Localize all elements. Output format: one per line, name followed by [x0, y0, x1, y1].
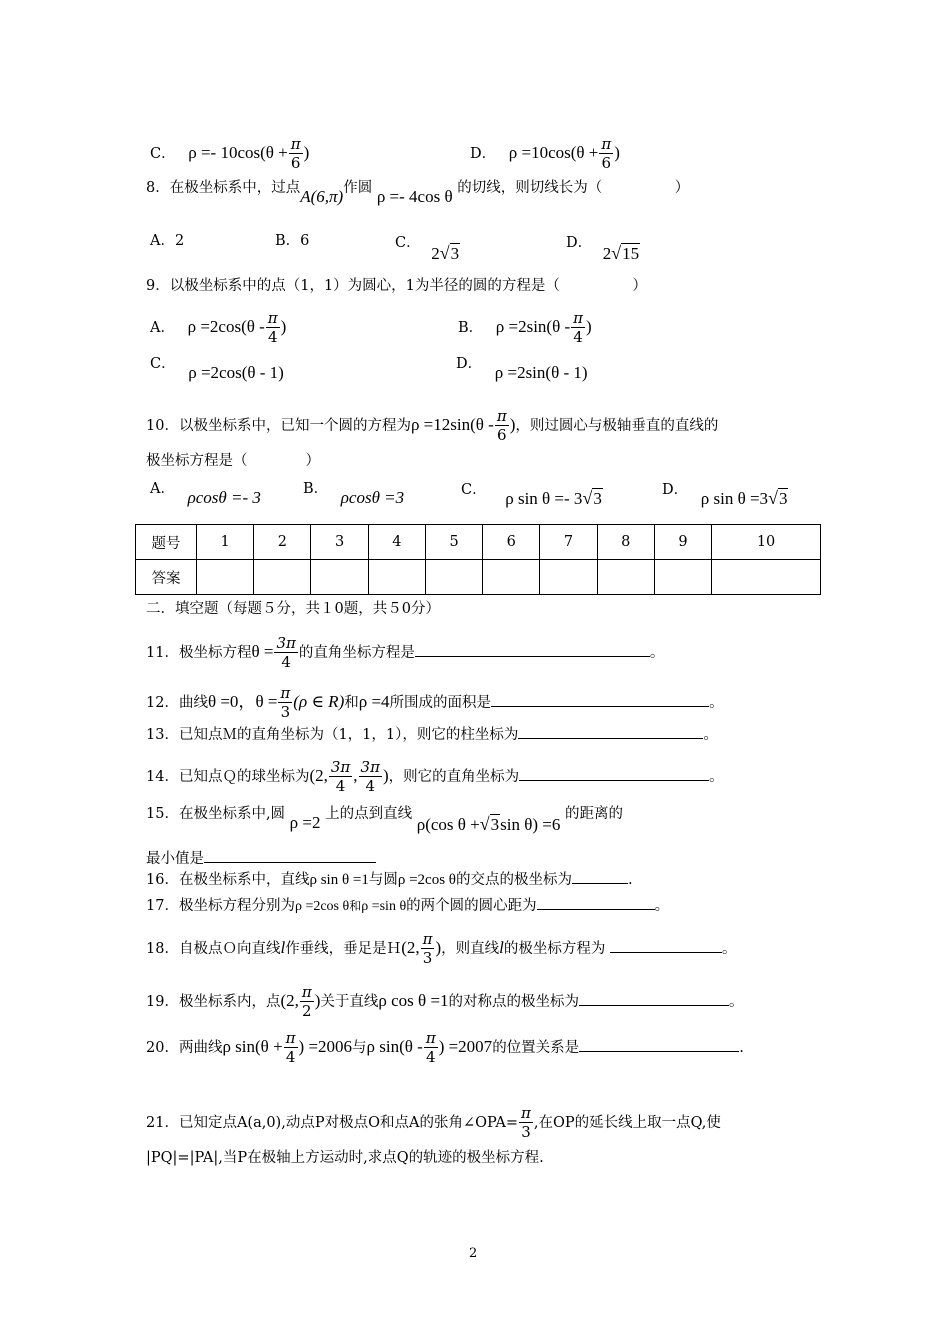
question-14 — [146, 760, 724, 794]
q12-mid: 和 — [344, 695, 359, 711]
math-expr: ρ =2cos θ — [294, 899, 350, 914]
numerator: π — [280, 684, 291, 702]
table-number-cell: 7 — [540, 525, 597, 560]
math-text: sin θ) =6 — [500, 815, 561, 834]
q20-suffix: 的位置关系是 — [492, 1040, 580, 1056]
page-number: 2 — [469, 1246, 478, 1261]
table-number-cell: 9 — [654, 525, 711, 560]
math-close: ) — [303, 143, 310, 162]
math-expr: ρ sin θ =3√3 — [700, 488, 788, 508]
denominator: 4 — [425, 1048, 436, 1066]
fraction — [289, 137, 303, 171]
option-label: B． — [458, 320, 484, 336]
q8-option-a — [150, 230, 184, 252]
q8-mid: 作圆 — [343, 180, 373, 196]
q9-option-c — [150, 352, 284, 382]
denominator: 4 — [267, 328, 278, 346]
answer-cell[interactable] — [597, 560, 654, 595]
question-10 — [146, 409, 718, 443]
q19-mid: 关于直线 — [320, 994, 379, 1010]
coefficient: 2 — [602, 244, 612, 263]
q16-suffix: 的交点的极坐标为 — [455, 872, 572, 888]
fraction — [359, 760, 382, 794]
radicand: 3 — [490, 815, 500, 834]
radicand: 3 — [450, 244, 460, 263]
math-expr: ρ =10cos(θ + — [508, 143, 599, 162]
question-21 — [146, 1106, 721, 1140]
option-label: D． — [662, 482, 689, 498]
option-label: C． — [150, 146, 176, 162]
denominator: 4 — [335, 777, 346, 795]
denominator: 4 — [281, 653, 291, 671]
table-number-cell: 2 — [254, 525, 311, 560]
q20-mid: 与 — [352, 1040, 367, 1056]
math-expr: (ρ ∈ R) — [293, 692, 345, 711]
denominator: 4 — [365, 777, 375, 795]
option-label: C． — [395, 235, 421, 251]
question-12 — [146, 686, 724, 720]
math-expr: ρ =12sin(θ - — [410, 415, 494, 434]
q9-option-a — [150, 311, 286, 345]
q21-suffix: ,在OP的延长线上取一点Q,使 — [533, 1115, 721, 1131]
q13-text: 13．已知点Ｍ的直角坐标为（1，1，1），则它的柱坐标为 — [146, 727, 519, 743]
answer-blank[interactable] — [572, 869, 628, 884]
q12-suffix: 所围成的面积是 — [389, 695, 492, 711]
q9-option-b — [458, 311, 592, 345]
end-punct: 。 — [721, 941, 737, 957]
denominator: 4 — [285, 1048, 296, 1066]
numerator: 3π — [330, 758, 351, 776]
numerator: π — [301, 983, 312, 1001]
q17-prefix: 17．极坐标方程分别为 — [146, 898, 295, 914]
numerator: 3π — [360, 758, 380, 776]
math-expr: ρ sin(θ - — [366, 1037, 423, 1056]
math-expr: ρcosθ =3 — [340, 488, 405, 507]
math-expr: ρ =2cos(θ - — [187, 317, 265, 336]
answer-blank[interactable] — [579, 1037, 739, 1052]
math-open: (2, — [401, 938, 420, 957]
fraction — [284, 1031, 298, 1065]
end-punct: 。 — [709, 769, 724, 785]
fraction — [278, 686, 292, 720]
q15-prefix: 15．在极坐标系中,圆 — [146, 806, 286, 822]
q11-suffix: 的直角坐标方程是 — [298, 645, 415, 661]
denominator: 3 — [422, 949, 433, 967]
fraction — [424, 1031, 438, 1065]
math-close: ) — [614, 143, 620, 162]
answer-cell[interactable] — [425, 560, 482, 595]
denominator: 6 — [601, 154, 612, 172]
table-number-cell: 10 — [712, 525, 821, 560]
q15-mid: 上的点到直线 — [325, 806, 413, 822]
q7-option-d — [470, 137, 620, 171]
q12-prefix: 12．曲线 — [146, 695, 208, 711]
q15-suffix: 的距离的 — [565, 806, 623, 822]
question-16 — [146, 869, 633, 891]
q10-line2: 极坐标方程是（ ） — [146, 453, 320, 469]
math-expr: ρ sin θ =1 — [309, 872, 369, 888]
denominator: 2 — [302, 1002, 312, 1020]
q21-prefix: 21．已知定点A(a,0),动点P对极点O和点A的张角∠OPA= — [146, 1115, 519, 1131]
radicand: 3 — [778, 489, 788, 508]
table-row-label: 答案 — [136, 560, 197, 595]
q18-mid: 作垂线，垂足是Ｈ — [285, 941, 402, 957]
q14-prefix: 14．已知点Ｑ的球坐标为 — [146, 769, 310, 785]
answer-cell[interactable] — [254, 560, 311, 595]
option-label: A． — [150, 320, 175, 336]
question-19 — [146, 985, 744, 1019]
q10-option-c — [461, 477, 603, 508]
math-expr: θ = — [251, 642, 274, 661]
math-close: ) — [382, 766, 389, 785]
q8-point: A(6,π) — [300, 187, 344, 206]
answer-blank[interactable] — [415, 642, 650, 657]
answer-cell[interactable] — [712, 560, 821, 595]
question-9: 9．以极坐标系中的点（1，1）为圆心，1为半径的圆的方程是（ ） — [146, 278, 647, 294]
question-11 — [146, 636, 664, 670]
math-expr: ρ =2cos θ — [397, 872, 456, 888]
q11-prefix: 11．极坐标方程 — [146, 645, 252, 661]
q10-suffix: ，则过圆心与极轴垂直的直线的 — [515, 418, 719, 434]
answer-cell[interactable] — [540, 560, 597, 595]
math-expr: ρ =4 — [358, 692, 390, 711]
fraction — [495, 409, 509, 443]
answer-cell[interactable] — [368, 560, 425, 595]
math-expr: ρ =sin θ — [361, 899, 407, 914]
q19-suffix: 的对称点的极坐标为 — [448, 994, 580, 1010]
q17-suffix: 的两个圆的圆心距为 — [406, 898, 537, 914]
math-comma: , — [353, 766, 358, 785]
fraction — [571, 311, 585, 345]
section-2-title: 二．填空题（每题５分，共１0题，共５0分） — [146, 601, 440, 617]
answer-cell[interactable] — [654, 560, 711, 595]
coefficient: 2 — [431, 244, 440, 263]
numerator: π — [285, 1029, 296, 1047]
math-text: ρ(cos θ + — [416, 815, 480, 834]
answer-blank[interactable] — [204, 848, 376, 863]
math-var: l — [499, 938, 504, 957]
option-label: B．6 — [275, 233, 310, 249]
math-close: ) — [280, 317, 287, 336]
numerator: π — [290, 135, 301, 153]
fraction — [266, 311, 280, 345]
answer-table — [135, 524, 821, 595]
math-expr: ) =2007 — [438, 1037, 493, 1056]
math-open: (2, — [280, 991, 299, 1010]
math-open: (2, — [309, 766, 328, 785]
sqrt-expr: 2√3 — [431, 243, 460, 263]
answer-blank[interactable] — [610, 938, 722, 953]
q10-option-a — [150, 477, 261, 507]
answer-blank[interactable] — [579, 991, 729, 1006]
numerator: π — [267, 309, 278, 327]
q8-suffix: 的切线，则切线长为（ ） — [457, 180, 690, 196]
numerator: 3π — [276, 634, 296, 652]
numerator: π — [521, 1104, 531, 1122]
question-20 — [146, 1031, 744, 1065]
q18-prefix: 18．自极点Ｏ向直线 — [146, 941, 281, 957]
q9-option-d — [456, 352, 588, 382]
math-close: ) — [435, 938, 442, 957]
math-expr: ρ sin θ =- 3√3 — [505, 488, 602, 508]
q7-option-c — [150, 137, 309, 171]
question-15 — [146, 801, 623, 834]
answer-blank[interactable] — [537, 895, 655, 910]
answer-table-answer-row — [136, 560, 821, 595]
end-punct: 。 — [654, 898, 670, 914]
denominator: 6 — [290, 154, 301, 172]
math-expr: ρ =- 10cos(θ + — [188, 143, 288, 162]
math-text: ρ sin θ =3 — [700, 489, 769, 508]
math-expr: ρ =2cos(θ - 1) — [188, 363, 284, 382]
answer-blank[interactable] — [518, 724, 703, 739]
question-13 — [146, 724, 718, 746]
fraction — [519, 1106, 533, 1140]
denominator: 3 — [280, 703, 291, 721]
denominator: 4 — [573, 328, 583, 346]
q8-option-c — [395, 230, 460, 263]
q21-line2: |PQ|=|PA|,当P在极轴上方运动时,求点Q的轨迹的极坐标方程. — [146, 1150, 544, 1166]
q8-circle: ρ =- 4cos θ — [376, 187, 453, 206]
option-label: A．2 — [150, 233, 185, 249]
numerator: π — [601, 135, 612, 153]
radicand: 15 — [622, 244, 640, 263]
denominator: 3 — [521, 1123, 531, 1141]
numerator: π — [573, 309, 583, 327]
option-label: A． — [150, 481, 175, 497]
end-punct: . — [627, 872, 633, 888]
option-label: D． — [470, 146, 497, 162]
table-number-cell: 5 — [425, 525, 482, 560]
question-17 — [146, 895, 669, 918]
math-expr: ρ(cos θ +√3sin θ) =6 — [416, 814, 561, 834]
q20-prefix: 20．两曲线 — [146, 1040, 223, 1056]
fraction — [329, 760, 352, 794]
math-close: ) — [509, 415, 516, 434]
fraction — [421, 932, 435, 966]
option-label: C． — [461, 482, 487, 498]
numerator: π — [422, 930, 433, 948]
table-header-cell: 题号 — [136, 525, 197, 560]
numerator: π — [496, 407, 507, 425]
end-punct: 。 — [703, 727, 718, 743]
q8-option-b — [275, 230, 309, 252]
answer-table-header-row — [136, 525, 821, 560]
q10-option-d — [662, 477, 788, 508]
option-label: B． — [303, 481, 329, 497]
end-punct: . — [739, 1040, 744, 1056]
math-close: ) — [586, 317, 592, 336]
q8-option-d — [566, 230, 640, 263]
q15-line2 — [146, 848, 376, 870]
answer-cell[interactable] — [197, 560, 254, 595]
math-text: ρ sin θ =- 3 — [505, 489, 583, 508]
end-punct: 。 — [729, 994, 744, 1010]
math-expr: θ = — [255, 692, 278, 711]
q10-option-b — [303, 477, 405, 507]
q14-suffix: ，则它的直角坐标为 — [388, 769, 520, 785]
q17-mid: 和 — [349, 899, 362, 913]
q10-prefix: 10．以极坐标系中，已知一个圆的方程为 — [146, 418, 411, 434]
math-expr: ρ cos θ =1 — [378, 991, 449, 1010]
answer-cell[interactable] — [483, 560, 540, 595]
math-expr: ) =2006 — [298, 1037, 353, 1056]
math-expr: ρ =2 — [289, 813, 321, 832]
sqrt-expr: 2√15 — [602, 243, 640, 263]
question-8 — [146, 176, 690, 206]
radicand: 3 — [593, 489, 602, 508]
math-expr: ρ =2sin(θ - — [495, 317, 571, 336]
q8-prefix: 8．在极坐标系中，过点 — [146, 180, 301, 196]
table-number-cell: 4 — [368, 525, 425, 560]
question-18 — [146, 932, 736, 966]
q18-suffix: 的极坐标方程为 — [503, 941, 606, 957]
math-expr: ρ sin(θ + — [222, 1037, 283, 1056]
math-expr: θ =0， — [207, 692, 256, 711]
q16-prefix: 16．在极坐标系中，直线 — [146, 872, 310, 888]
answer-cell[interactable] — [311, 560, 368, 595]
table-number-cell: 6 — [483, 525, 540, 560]
fraction — [300, 985, 314, 1019]
table-number-cell: 3 — [311, 525, 368, 560]
table-number-cell: 1 — [197, 525, 254, 560]
table-number-cell: 8 — [597, 525, 654, 560]
answer-blank[interactable] — [519, 766, 709, 781]
fraction — [599, 137, 613, 171]
denominator: 6 — [496, 426, 507, 444]
q16-mid: 与圆 — [368, 872, 398, 888]
math-expr: ρ =2sin(θ - 1) — [494, 363, 588, 382]
math-close: ) — [314, 991, 321, 1010]
option-label: C． — [150, 356, 176, 372]
math-var: l — [280, 938, 286, 957]
numerator: π — [425, 1029, 436, 1047]
q18-mid2: ，则直线 — [441, 941, 500, 957]
option-label: D． — [566, 235, 593, 251]
q19-prefix: 19．极坐标系内，点 — [146, 994, 281, 1010]
option-label: D． — [456, 356, 483, 372]
end-punct: 。 — [709, 695, 724, 711]
answer-blank[interactable] — [491, 692, 709, 707]
math-expr: ρcosθ =- 3 — [187, 488, 261, 507]
q15-line2-text: 最小值是 — [146, 851, 204, 867]
fraction — [274, 636, 297, 670]
end-punct: 。 — [649, 645, 665, 661]
